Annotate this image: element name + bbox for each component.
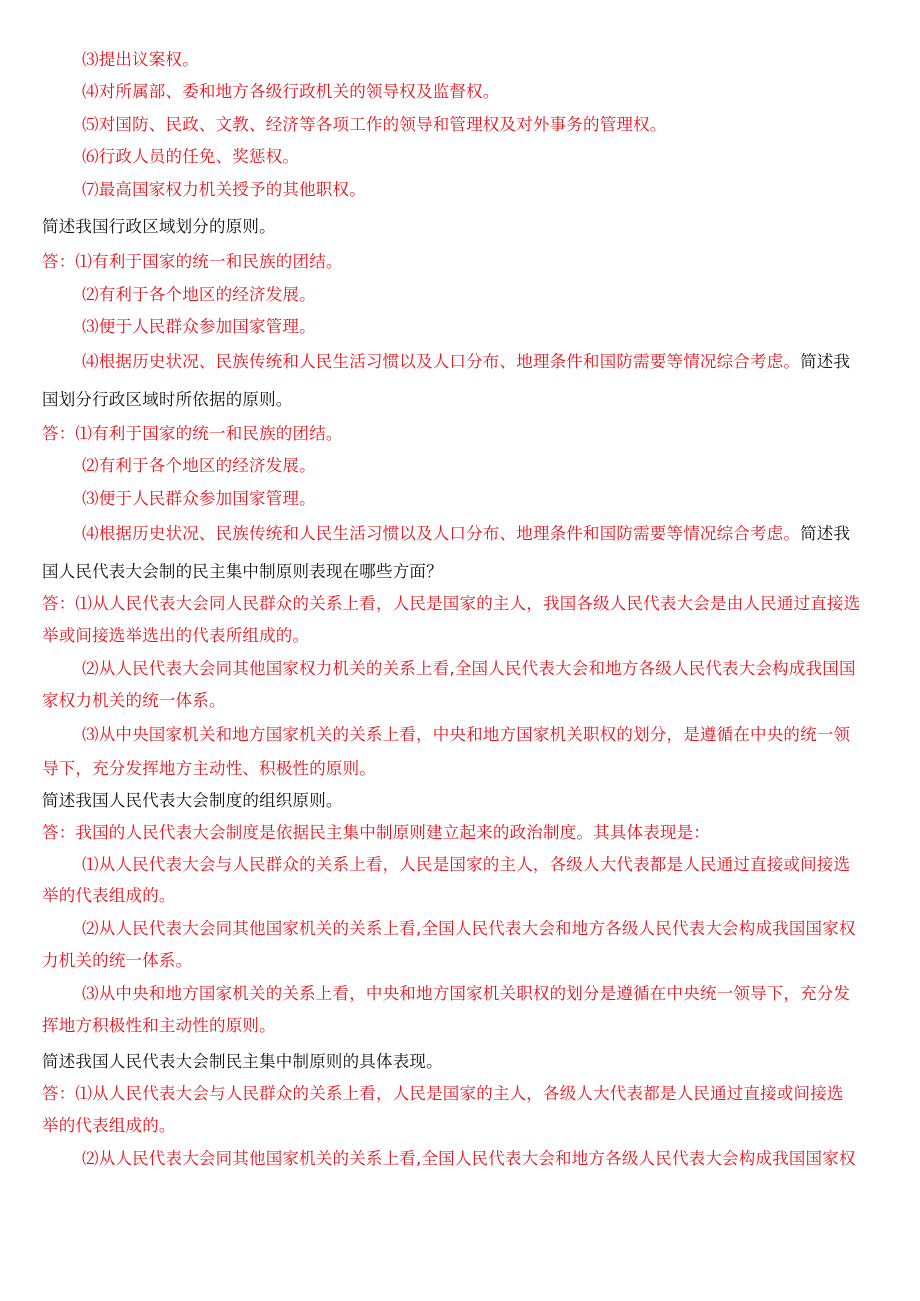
answer-line: 导下，充分发挥地方主动性、积极性的原则。 (42, 759, 376, 778)
answer-line: ⑵从人民代表大会同其他国家机关的关系上看,全国人民代表大会和地方各级人民代表大会构成我国国家权 (82, 1149, 856, 1168)
mixed-line (82, 352, 850, 372)
answer-line: ⑵从人民代表大会同其他国家权力机关的关系上看,全国人民代表大会和地方各级人民代表大会构成我国国 (82, 659, 856, 678)
answer-line: ⑷根据历史状况、民族传统和人民生活习惯以及人口分布、地理条件和国防需要等情况综合考虑。 (82, 524, 801, 543)
item-6-personnel-right: ⑹行政人员的任免、奖惩权。 (82, 147, 300, 166)
answer-line: 答：⑴从人民代表大会同人民群众的关系上看，人民是国家的主人，我国各级人民代表大会是由人民通过直接选 (42, 594, 861, 613)
answer-line: 家权力机关的统一体系。 (42, 691, 226, 710)
answer-line: ⑶便于人民群众参加国家管理。 (82, 317, 316, 336)
question-heading-start: 简述我 (800, 352, 851, 371)
item-3-proposal-right: ⑶提出议案权。 (82, 50, 199, 69)
question-heading: 国人民代表大会制的民主集中制原则表现在哪些方面？ (42, 562, 443, 581)
answer-line: ⑶便于人民群众参加国家管理。 (82, 489, 316, 508)
answer-line: ⑶从中央国家机关和地方国家机关的关系上看，中央和地方国家机关职权的划分，是遵循在中央的统一领 (82, 725, 851, 744)
answer-line: 答：⑴有利于国家的统一和民族的团结。 (42, 424, 343, 443)
question-heading: 简述我国行政区域划分的原则。 (42, 217, 276, 236)
answer-line: 举的代表组成的。 (42, 1116, 176, 1135)
answer-line: ⑵从人民代表大会同其他国家机关的关系上看,全国人民代表大会和地方各级人民代表大会构成我国国家权 (82, 919, 856, 938)
answer-line: 答：⑴从人民代表大会与人民群众的关系上看，人民是国家的主人，各级人大代表都是人民通过直接或间接选 (42, 1084, 844, 1103)
question-heading: 国划分行政区域时所依据的原则。 (42, 390, 293, 409)
answer-line: 举的代表组成的。 (42, 886, 176, 905)
answer-line: 答：我国的人民代表大会制度是依据民主集中制原则建立起来的政治制度。其具体表现是： (42, 823, 710, 842)
answer-line: 答：⑴有利于国家的统一和民族的团结。 (42, 252, 343, 271)
answer-line: ⑵有利于各个地区的经济发展。 (82, 456, 316, 475)
answer-line: 力机关的统一体系。 (42, 951, 193, 970)
answer-line: ⑴从人民代表大会与人民群众的关系上看，人民是国家的主人，各级人大代表都是人民通过直接或间接选 (82, 855, 851, 874)
answer-line: ⑵有利于各个地区的经济发展。 (82, 285, 316, 304)
item-5-management-right: ⑸对国防、民政、文教、经济等各项工作的领导和管理权及对外事务的管理权。 (82, 115, 667, 134)
answer-line: 举或间接选举选出的代表所组成的。 (42, 626, 310, 645)
item-7-other-powers: ⑺最高国家权力机关授予的其他职权。 (82, 180, 366, 199)
answer-line: ⑶从中央和地方国家机关的关系上看，中央和地方国家机关职权的划分是遵循在中央统一领导下，充分发 (82, 984, 851, 1003)
mixed-line (82, 524, 850, 544)
answer-line: 挥地方积极性和主动性的原则。 (42, 1016, 276, 1035)
question-heading: 简述我国人民代表大会制民主集中制原则的具体表现。 (42, 1052, 443, 1071)
item-4-leadership-right: ⑷对所属部、委和地方各级行政机关的领导权及监督权。 (82, 82, 500, 101)
question-heading: 简述我国人民代表大会制度的组织原则。 (42, 791, 343, 810)
question-heading-start: 简述我 (800, 524, 851, 543)
answer-line: ⑷根据历史状况、民族传统和人民生活习惯以及人口分布、地理条件和国防需要等情况综合考虑。 (82, 352, 801, 371)
